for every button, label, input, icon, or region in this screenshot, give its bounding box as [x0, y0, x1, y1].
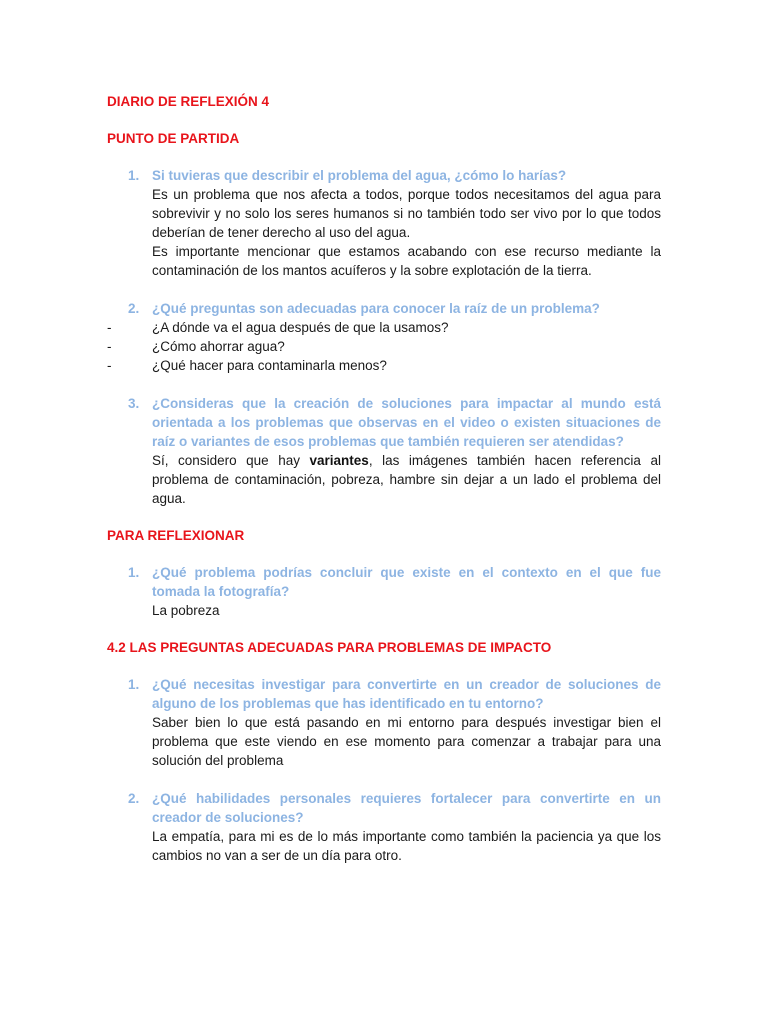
question-number: 2.: [128, 301, 140, 316]
question-number: 2.: [128, 791, 140, 806]
list-item: - ¿Cómo ahorrar agua?: [107, 339, 285, 354]
answer-text: Saber bien lo que está pasando en mi entorno para después investigar bien el problema que este viendo en ese momento para comenzar a trabajar para una solución del problema: [152, 715, 661, 768]
list-item: - ¿Qué hacer para contaminarla menos?: [107, 358, 387, 373]
question-item: [107, 675, 661, 770]
question-number: 1.: [128, 168, 140, 183]
question-item: [107, 166, 661, 280]
answer-text: La pobreza: [152, 603, 220, 618]
list-item: - ¿A dónde va el agua después de que la usamos?: [107, 320, 449, 335]
question-text: ¿Consideras que la creación de soluciones para impactar al mundo está orientada a los problemas que observas en el video o existen situaciones de raíz o variantes de esos problemas que también requieren ser atendidas?: [152, 396, 661, 449]
section-heading-preguntas-adecuadas: 4.2 LAS PREGUNTAS ADECUADAS PARA PROBLEMAS DE IMPACTO: [107, 640, 552, 655]
question-list: [107, 675, 661, 865]
document-content: [107, 92, 661, 865]
bullet-dash: -: [107, 320, 112, 335]
document-title: DIARIO DE REFLEXIÓN 4: [107, 94, 270, 109]
question-item: [107, 789, 661, 865]
question-list: [107, 563, 661, 620]
section-heading-para-reflexionar: PARA REFLEXIONAR: [107, 528, 245, 543]
question-text: ¿Qué habilidades personales requieres fortalecer para convertirte en un creador de soluciones?: [152, 791, 661, 825]
bold-term: variantes: [309, 453, 369, 468]
bullet-dash: -: [107, 358, 112, 373]
question-number: 1.: [128, 677, 140, 692]
bullet-dash: -: [107, 339, 112, 354]
question-item: [107, 299, 661, 375]
question-text: ¿Qué preguntas son adecuadas para conocer la raíz de un problema?: [152, 301, 600, 316]
question-list: [107, 166, 661, 508]
question-number: 3.: [128, 396, 140, 411]
answer-text: Es un problema que nos afecta a todos, porque todos necesitamos del agua para sobrevivir y no solo los seres humanos si no también todo ser vivo por lo que todos deberían de tener derecho al uso del agua.: [152, 187, 661, 240]
section-heading-punto-de-partida: PUNTO DE PARTIDA: [107, 131, 240, 146]
answer-text: Es importante mencionar que estamos acabando con ese recurso mediante la contaminación de los mantos acuíferos y la sobre explotación de la tierra.: [152, 244, 661, 278]
question-item: [107, 563, 661, 620]
answer-text: Sí, considero que hay variantes, las imágenes también hacen referencia al problema de contaminación, pobreza, hambre sin dejar a un lado el problema del agua.: [152, 453, 661, 506]
question-item: [107, 394, 661, 508]
answer-text: La empatía, para mi es de lo más importante como también la paciencia ya que los cambios no van a ser de un día para otro.: [152, 829, 661, 863]
question-text: Si tuvieras que describir el problema del agua, ¿cómo lo harías?: [152, 168, 567, 183]
answer-bullet-list: [107, 318, 661, 375]
question-text: ¿Qué problema podrías concluir que existe en el contexto en el que fue tomada la fotografía?: [152, 565, 661, 599]
question-text: ¿Qué necesitas investigar para convertirte en un creador de soluciones de alguno de los problemas que has identificado en tu entorno?: [152, 677, 661, 711]
question-number: 1.: [128, 565, 140, 580]
